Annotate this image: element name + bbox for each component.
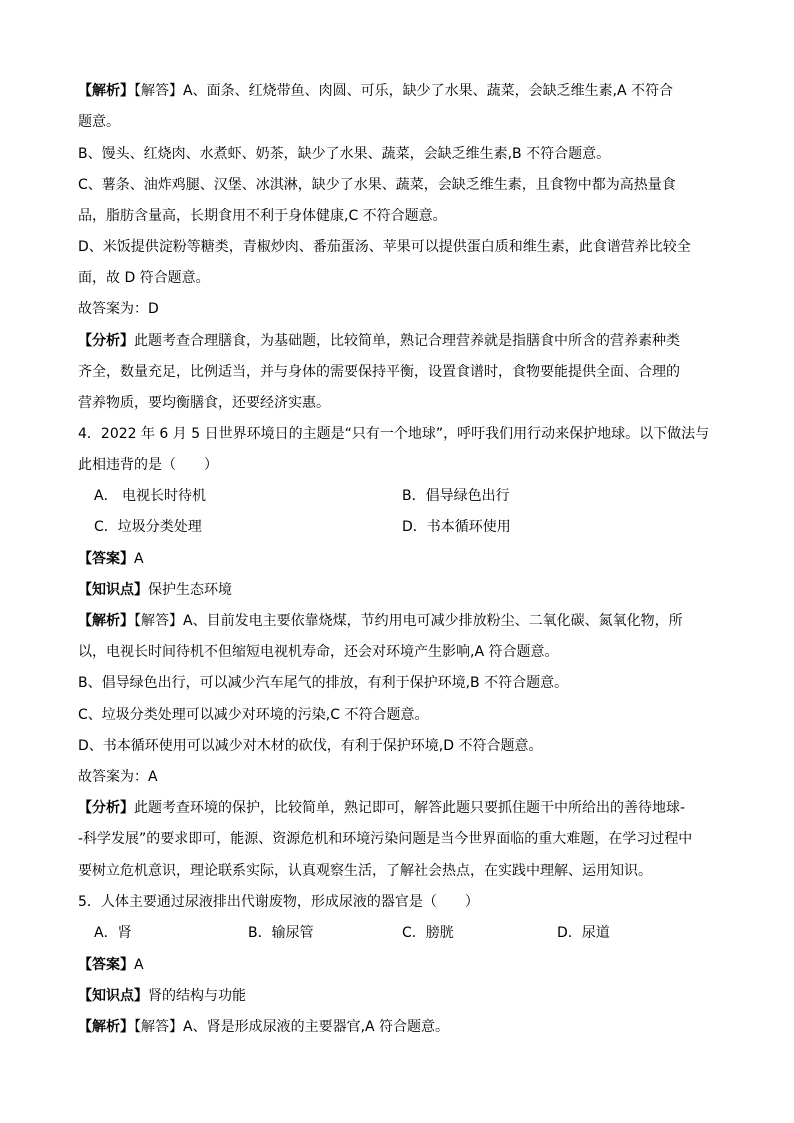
q5-option-c: C．膀胱: [402, 925, 454, 941]
line-text: 肾的结构与功能: [148, 988, 246, 1004]
section-tag: 【知识点】: [78, 582, 148, 598]
text-line: [78, 642, 558, 662]
line-text: 故答案为：D: [78, 301, 159, 317]
text-line: [78, 767, 158, 787]
line-text: A: [134, 551, 144, 567]
text-line: [78, 175, 676, 195]
text-line: [78, 955, 144, 975]
line-text: 此题考查环境的保护，比较简单，熟记即可，解答此题只要抓住题干中所给出的善待地球-: [134, 800, 686, 816]
section-tag: 【知识点】: [78, 988, 148, 1004]
line-text: 要树立危机意识，理论联系实际，认真观察生活，了解社会热点，在实践中理解、运用知识。: [78, 863, 652, 879]
text-line: [78, 206, 447, 226]
section-tag: 【分析】: [78, 800, 134, 816]
text-line: [78, 705, 428, 725]
text-line: [78, 362, 680, 382]
line-text: C、薯条、油炸鸡腿、汉堡、冰淇淋，缺少了水果、蔬菜，会缺乏维生素，且食物中都为高热量食: [78, 177, 676, 193]
text-line: [78, 1017, 449, 1037]
q5-option-a: A．肾: [94, 925, 132, 941]
text-line: [78, 861, 652, 881]
text-line: [78, 237, 691, 257]
line-text: 5．人体主要通过尿液排出代谢废物，形成尿液的器官是（ ）: [78, 894, 479, 910]
q4-option-c: C．垃圾分类处理: [94, 519, 202, 535]
text-line: [78, 986, 246, 1006]
question-line: [78, 892, 479, 912]
text-line: [78, 798, 685, 818]
line-text: 此题考查合理膳食，为基础题，比较简单，熟记合理营养就是指膳食中所含的营养素种类: [134, 333, 680, 349]
text-line: [78, 580, 232, 600]
line-text: 保护生态环境: [148, 582, 232, 598]
q5-option-b: B．输尿管: [248, 925, 314, 941]
text-line: [78, 144, 610, 164]
line-text: 面，故 D 符合题意。: [78, 270, 210, 286]
text-line: [78, 393, 330, 413]
section-tag: 【解析】: [78, 613, 134, 629]
line-text: 故答案为：A: [78, 769, 158, 785]
section-tag: 【分析】: [78, 333, 134, 349]
section-tag: 【答案】: [78, 551, 134, 567]
line-text: A: [134, 957, 144, 973]
q4-option-a: A． 电视长时待机: [94, 488, 207, 504]
section-tag: 【解析】: [78, 83, 134, 99]
line-text: 【解答】A、肾是形成尿液的主要器官,A 符合题意。: [134, 1019, 450, 1035]
line-text: -科学发展”的要求即可，能源、资源危机和环境污染问题是当今世界面临的重大难题，在学习过程中: [78, 831, 693, 847]
line-text: B、馒头、红烧肉、水煮虾、奶茶，缺少了水果、蔬菜，会缺乏维生素,B 不符合题意。: [78, 146, 611, 162]
line-text: 以，电视长时间待机不但缩短电视机寿命，还会对环境产生影响,A 符合题意。: [78, 644, 559, 660]
line-text: 齐全，数量充足，比例适当，并与身体的需要保持平衡，设置食谱时，食物要能提供全面、合理的: [78, 364, 680, 380]
line-text: 品，脂肪含量高，长期食用不利于身体健康,C 不符合题意。: [78, 208, 447, 224]
section-tag: 【解析】: [78, 1019, 134, 1035]
text-line: [78, 829, 692, 849]
line-text: 此相违背的是（ ）: [78, 457, 218, 473]
text-line: [78, 736, 542, 756]
question-line: [78, 424, 709, 444]
q4-option-b: B．倡导绿色出行: [402, 488, 510, 504]
line-text: B、倡导绿色出行，可以减少汽车尾气的排放，有利于保护环境,B 不符合题意。: [78, 675, 569, 691]
line-text: 4．2022 年 6 月 5 日世界环境日的主题是“只有一个地球”，呼吁我们用行动来保护地球。以下做法与: [78, 426, 710, 442]
line-text: 题意。: [78, 114, 120, 130]
line-text: C、垃圾分类处理可以减少对环境的污染,C 不符合题意。: [78, 707, 429, 723]
line-text: 【解答】A、目前发电主要依靠烧煤，节约用电可减少排放粉尘、二氧化碳、氮氧化物，所: [134, 613, 683, 629]
text-line: [78, 299, 159, 319]
q5-option-d: D．尿道: [557, 925, 610, 941]
line-text: 营养物质，要均衡膳食，还要经济实惠。: [78, 395, 330, 411]
text-line: [78, 673, 568, 693]
line-text: 【解答】A、面条、红烧带鱼、肉圆、可乐，缺少了水果、蔬菜，会缺乏维生素,A 不符合: [134, 83, 674, 99]
line-text: D、米饭提供淀粉等糖类，青椒炒肉、番茄蛋汤、苹果可以提供蛋白质和维生素，此食谱营养比较全: [78, 239, 691, 255]
text-line: [78, 331, 680, 351]
section-tag: 【答案】: [78, 957, 134, 973]
text-line: [78, 611, 683, 631]
question-line: [78, 455, 218, 475]
text-line: [78, 81, 673, 101]
text-line: [78, 268, 210, 288]
line-text: D、书本循环使用可以减少对木材的砍伐，有利于保护环境,D 不符合题意。: [78, 738, 543, 754]
q4-option-d: D．书本循环使用: [402, 519, 511, 535]
text-line: [78, 112, 120, 132]
text-line: [78, 549, 144, 569]
